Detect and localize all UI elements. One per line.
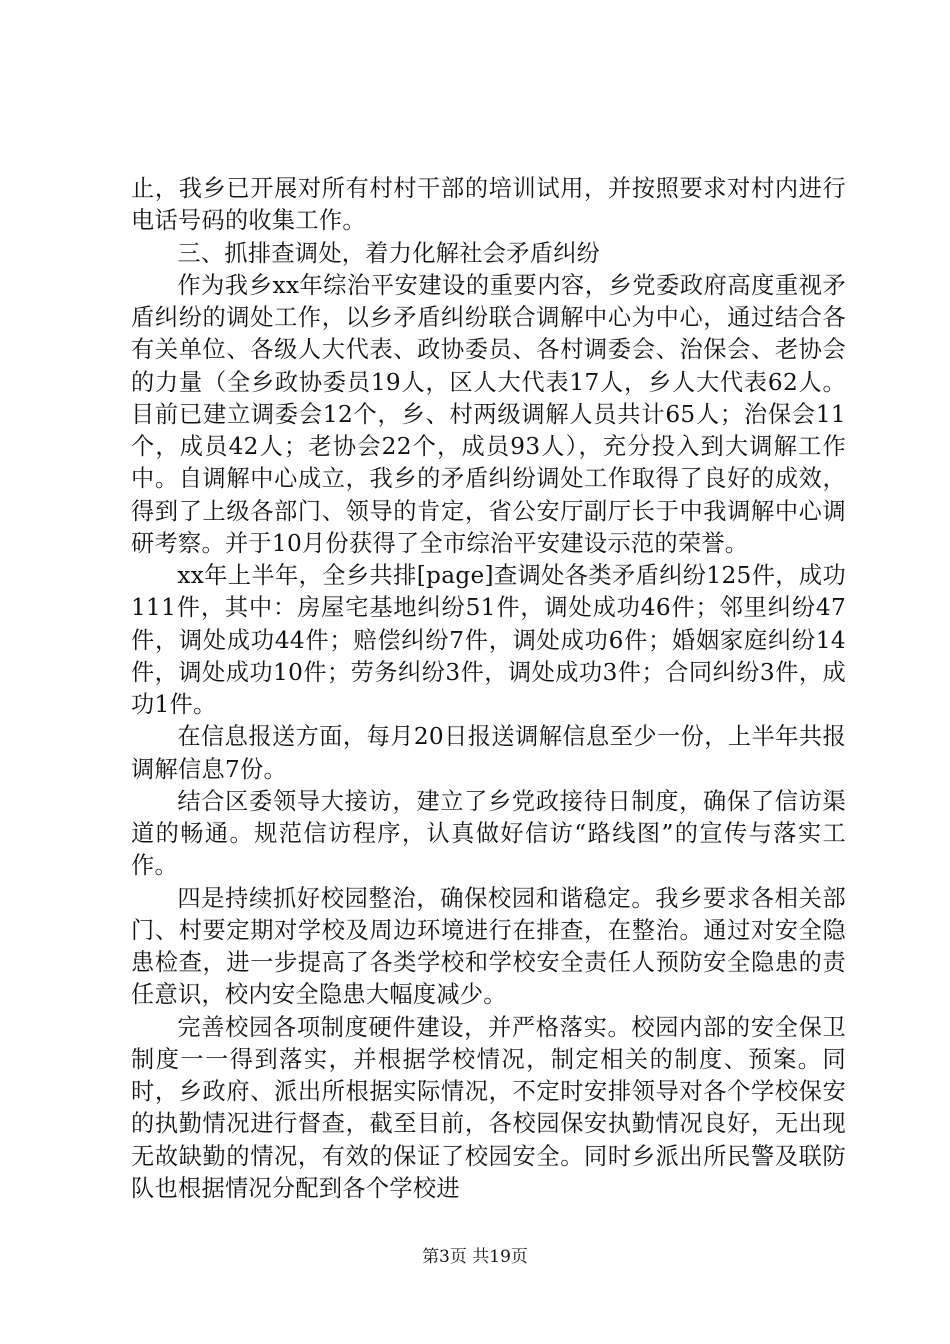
paragraph-6: 结合区委领导大接访，建立了乡党政接待日制度，确保了信访渠道的畅通。规范信访程序，认真做好信访“路线图”的宣传与落实工作。 [131,787,846,880]
section-heading-3: 三、抓排查调处，着力化解社会矛盾纠纷 [177,239,601,267]
paragraph-1: 止，我乡已开展对所有村村干部的培训试用，并按照要求对村内进行电话号码的收集工作。 [131,175,846,235]
paragraph-5: 在信息报送方面，每月20日报送调解信息至少一份，上半年共报调解信息7份。 [131,723,846,783]
paragraph-8: 完善校园各项制度硬件建设，并严格落实。校园内部的安全保卫制度一一得到落实，并根据学校情况，制定相关的制度、预案。同时，乡政府、派出所根据实际情况，不定时安排领导对各个学校保安的执勤情况进行督查，截至目前，各校园保安执勤情况良好，无出现无故缺勤的情况，有效的保证了校园安全。同时乡派出所民警及联防队也根据情况分配到各个学校进 [131,1013,846,1202]
page-number-footer: 第3页 共19页 [422,1247,528,1267]
paragraph-3: 作为我乡xx年综治平安建设的重要内容，乡党委政府高度重视矛盾纠纷的调处工作，以乡矛盾纠纷联合调解中心为中心，通过结合各有关单位、各级人大代表、政协委员、各村调委会、治保会、老协会的力量（全乡政协委员19人，区人大代表17人，乡人大代表62人。目前已建立调委会12个，乡、村两级调解人员共计65人；治保会11个，成员42人；老协会22个，成员93人），充分投入到大调解工作中。自调解中心成立，我乡的矛盾纠纷调处工作取得了良好的成效，得到了上级各部门、领导的肯定，省公安厅副厅长于中我调解中心调研考察。并于10月份获得了全市综治平安建设示范的荣誉。 [131,271,846,557]
paragraph-7: 四是持续抓好校园整治，确保校园和谐稳定。我乡要求各相关部门、村要定期对学校及周边环境进行在排查，在整治。通过对安全隐患检查，进一步提高了各类学校和学校安全责任人预防安全隐患的责任意识，校内安全隐患大幅度减少。 [131,884,846,1009]
document-body [131,173,846,1205]
paragraph-4: xx年上半年，全乡共排[page]查调处各类矛盾纠纷125件，成功111件，其中：房屋宅基地纠纷51件，调处成功46件；邻里纠纷47件，调处成功44件；赔偿纠纷7件，调处成功6件；婚姻家庭纠纷14件，调处成功10件；劳务纠纷3件，调处成功3件；合同纠纷3件，成功1件。 [131,562,846,718]
